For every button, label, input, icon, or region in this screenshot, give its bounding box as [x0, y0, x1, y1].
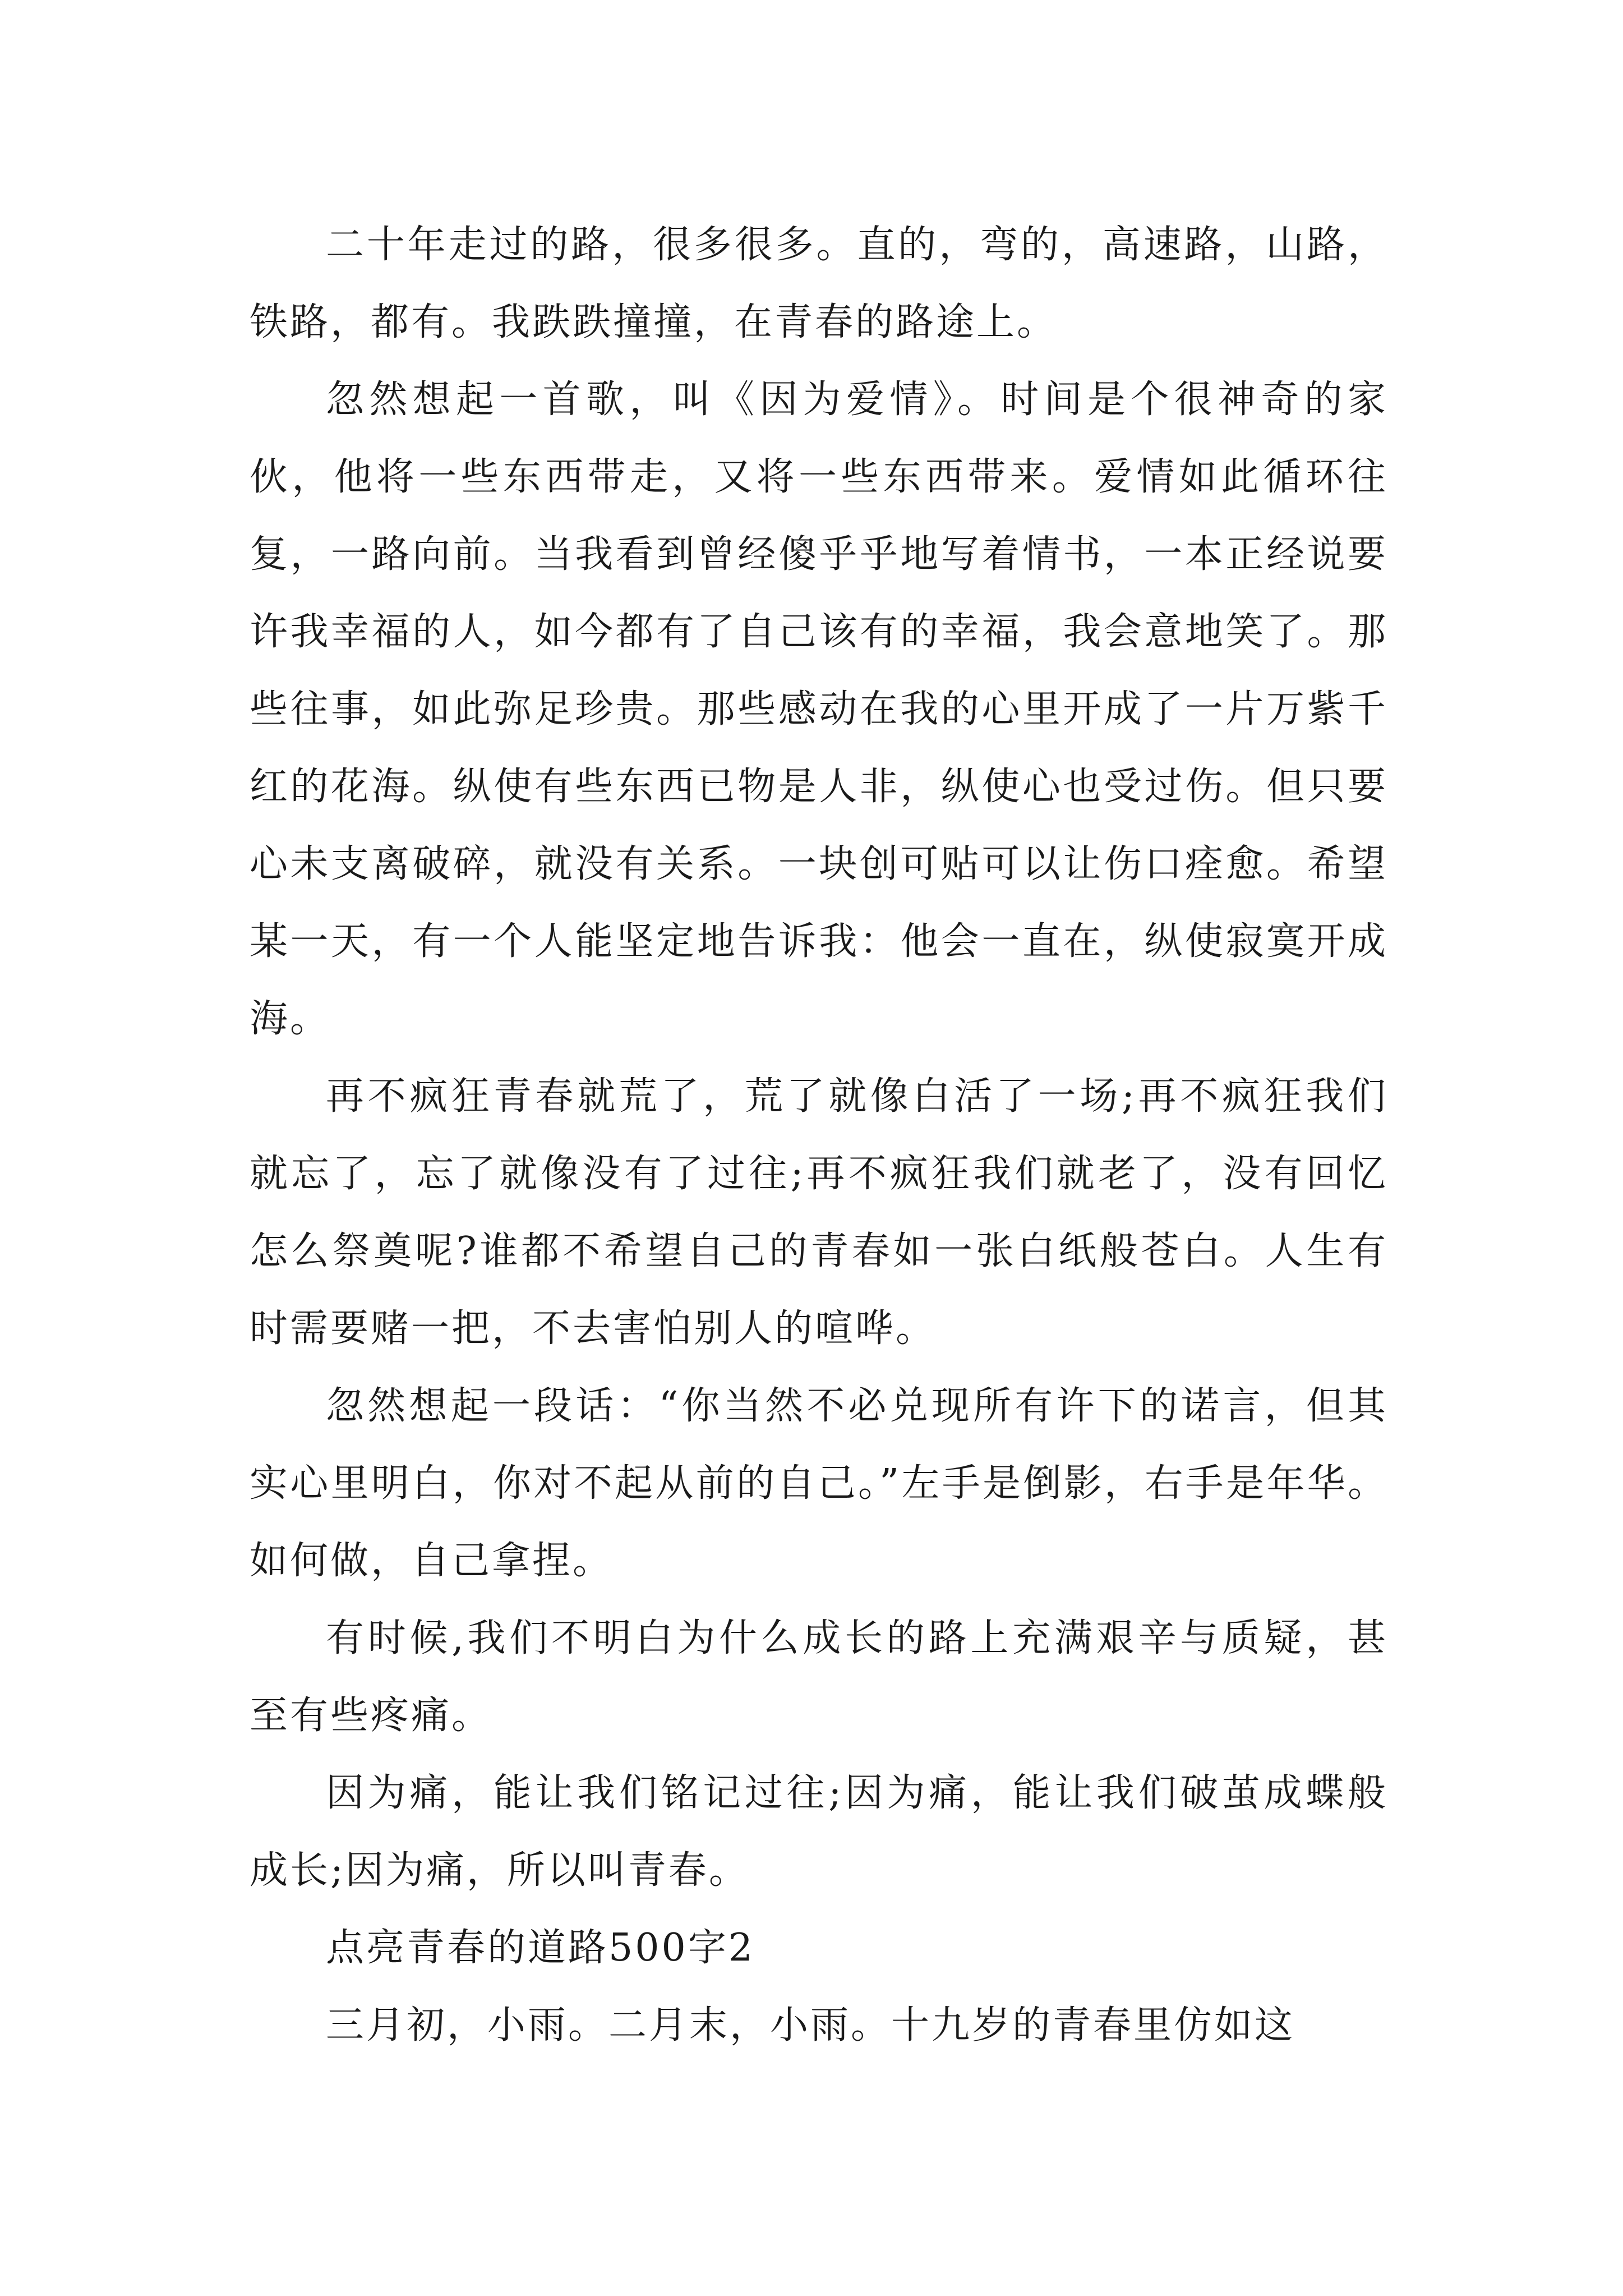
section-heading: 点亮青春的道路500字2	[326, 1926, 755, 1970]
paragraph: 有时候,我们不明白为什么成长的路上充满艰辛与质疑，甚至有些疼痛。	[250, 1616, 1388, 1738]
paragraph: 忽然想起一首歌，叫《因为爱情》。时间是个很神奇的家伙，他将一些东西带走，又将一些东西带来。爱情如此循环往复，一路向前。当我看到曾经傻乎乎地写着情书，一本正经说要许我幸福的人，如今都有了自己该有的幸福，我会意地笑了。那些往事，如此弥足珍贵。那些感动在我的心里开成了一片万紫千红的花海。纵使有些东西已物是人非，纵使心也受过伤。但只要心未支离破碎，就没有关系。一块创可贴可以让伤口痊愈。希望某一天，有一个人能坚定地告诉我：他会一直在，纵使寂寞开成海。	[250, 378, 1388, 1041]
document-body	[250, 206, 1388, 2064]
paragraph: 忽然想起一段话：“你当然不必兑现所有许下的诺言，但其实心里明白，你对不起从前的自己。”左手是倒影，右手是年华。如何做，自己拿捏。	[250, 1384, 1388, 1583]
paragraph: 再不疯狂青春就荒了，荒了就像白活了一场;再不疯狂我们就忘了，忘了就像没有了过往;再不疯狂我们就老了，没有回忆怎么祭奠呢?谁都不希望自己的青春如一张白纸般苍白。人生有时需要赌一把，不去害怕别人的喧哗。	[250, 1074, 1388, 1351]
paragraph: 三月初，小雨。二月末，小雨。十九岁的青春里仿如这	[326, 2003, 1295, 2047]
paragraph: 二十年走过的路，很多很多。直的，弯的，高速路，山路，铁路，都有。我跌跌撞撞，在青春的路途上。	[250, 223, 1388, 344]
paragraph: 因为痛，能让我们铭记过往;因为痛，能让我们破茧成蝶般成长;因为痛，所以叫青春。	[250, 1771, 1388, 1893]
